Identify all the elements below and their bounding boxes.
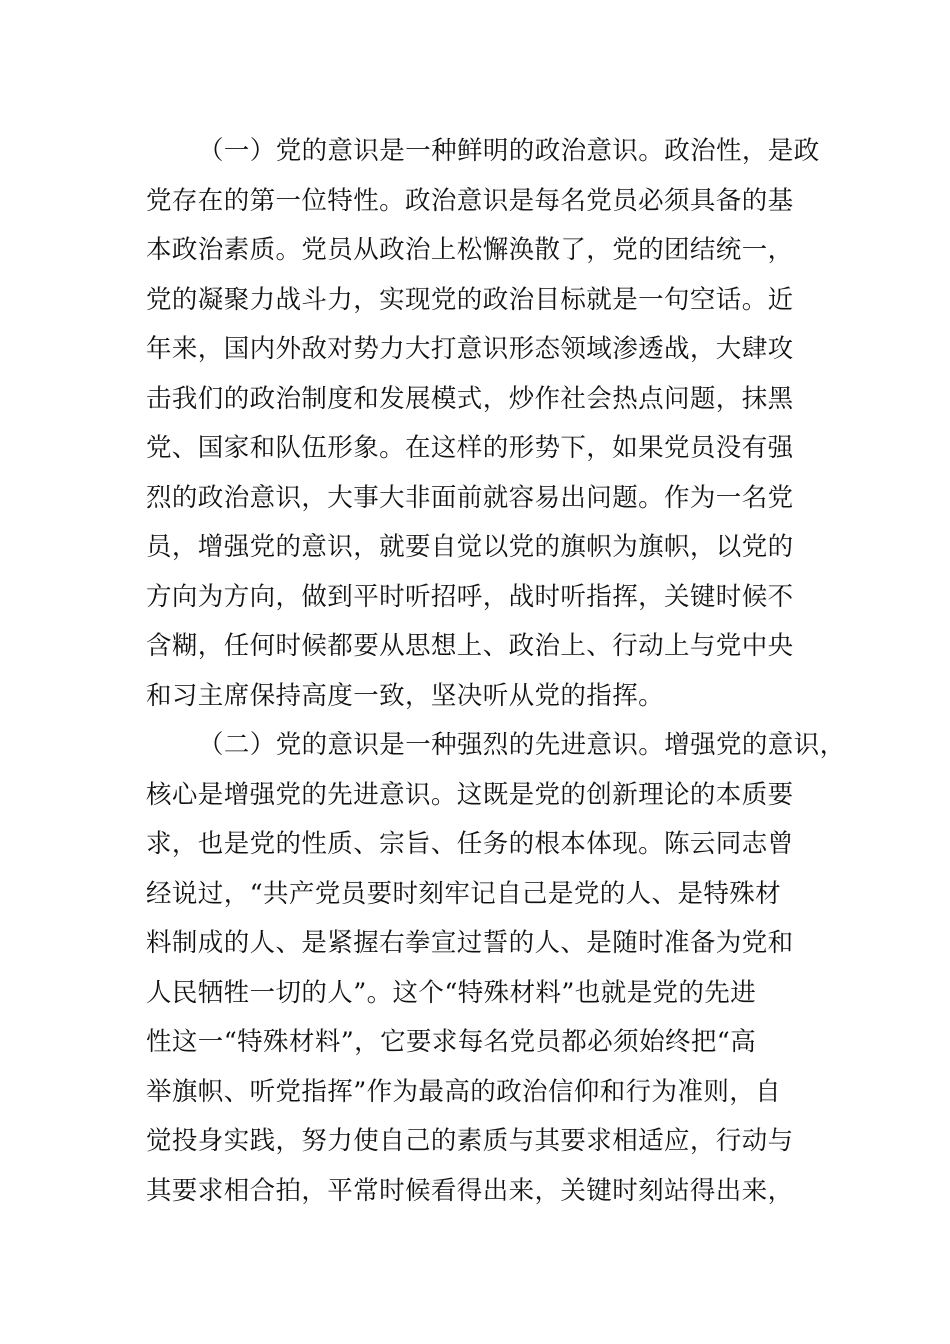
text-line: 和习主席保持高度一致，坚决听从党的指挥。 [146,680,665,711]
text-line: 党存在的第一位特性。政治意识是每名党员必须具备的基 [146,185,794,216]
text-line: 求，也是党的性质、宗旨、任务的根本体现。陈云同志曾 [146,829,794,859]
text-line: 本政治素质。党员从政治上松懈涣散了，党的团结统一， [146,235,794,265]
text-line: 年来，国内外敌对势力大打意识形态领域渗透战，大肆攻 [146,334,794,364]
text-line: 员，增强党的意识，就要自觉以党的旗帜为旗帜，以党的 [146,532,794,562]
text-line: 经说过，“共产党员要时刻牢记自己是党的人、是特殊材 [146,878,782,909]
text-line: （二）党的意识是一种强烈的先进意识。增强党的意识， [198,730,846,760]
text-line: 其要求相合拍，平常时候看得出来，关键时刻站得出来， [146,1175,794,1206]
text-line: 方向为方向，做到平时听招呼，战时听指挥，关键时候不 [146,581,794,612]
text-line: 料制成的人、是紧握右拳宣过誓的人、是随时准备为党和 [146,928,794,958]
document-body [146,127,846,1216]
text-line: 党、国家和队伍形象。在这样的形势下，如果党员没有强 [146,433,794,463]
paragraph-2 [146,721,846,1216]
paragraph-1 [146,127,826,721]
text-line: 击我们的政治制度和发展模式，炒作社会热点问题，抹黑 [146,383,794,414]
text-line: 举旗帜、听党指挥”作为最高的政治信仰和行为准则，自 [146,1076,782,1107]
text-line: 烈的政治意识，大事大非面前就容易出问题。作为一名党 [146,482,794,513]
text-line: 含糊，任何时候都要从思想上、政治上、行动上与党中央 [146,631,794,661]
text-line: 党的凝聚力战斗力，实现党的政治目标就是一句空话。近 [146,284,794,315]
text-line: 人民牺牲一切的人”。这个“特殊材料”也就是党的先进 [146,977,757,1008]
text-line: （一）党的意识是一种鲜明的政治意识。政治性，是政 [198,136,820,166]
text-line: 性这一“特殊材料”，它要求每名党员都必须始终把“高 [146,1027,757,1057]
text-line: 觉投身实践，努力使自己的素质与其要求相适应，行动与 [146,1126,794,1156]
text-line: 核心是增强党的先进意识。这既是党的创新理论的本质要 [146,779,794,810]
